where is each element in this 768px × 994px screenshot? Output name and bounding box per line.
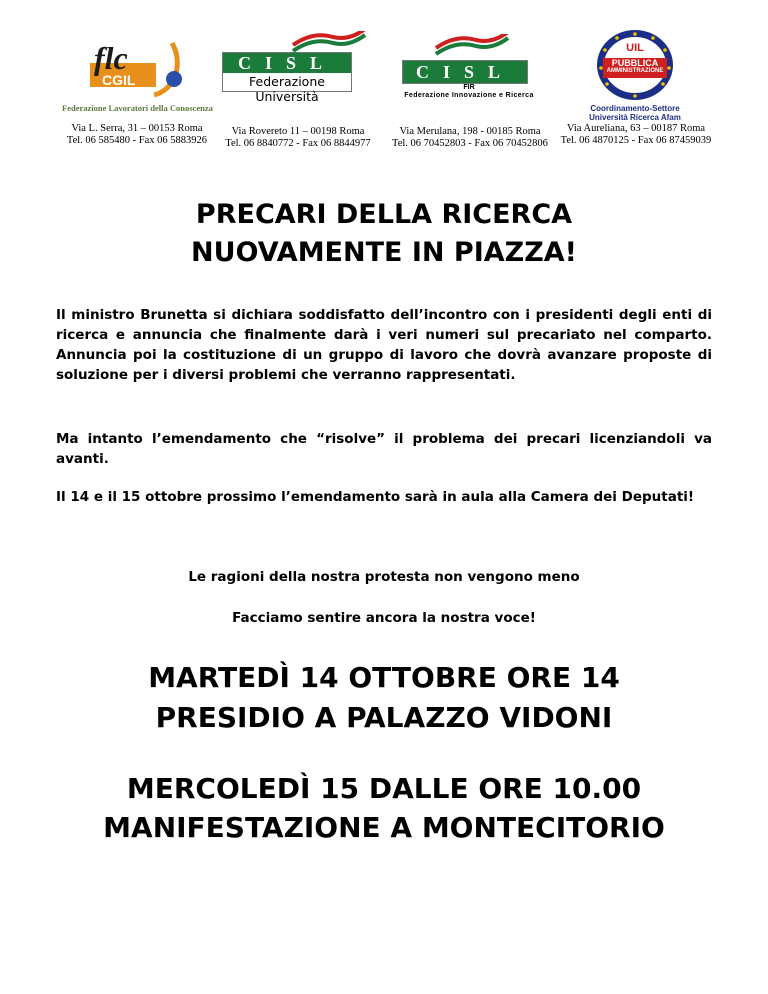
event-2-line-1: MERCOLEDÌ 15 DALLE ORE 10.00: [126, 772, 642, 805]
body-paragraph-3: Il 14 e il 15 ottobre prossimo l’emendamento sarà in aula alla Camera dei Deputati!: [56, 489, 695, 505]
uil-line2: AMMINISTRAZIONE: [606, 68, 664, 74]
page-title-line-1: PRECARI DELLA RICERCA: [195, 199, 573, 230]
page-title-line-2: NUOVAMENTE IN PIAZZA!: [190, 237, 577, 268]
cisl-fir-logo: [396, 34, 542, 104]
cisl-fir-abbr: FIR: [463, 84, 475, 91]
event-1-line-2: PRESIDIO A PALAZZO VIDONI: [155, 701, 613, 734]
svg-text:flc: flc: [94, 40, 128, 76]
contact-flc-address: Via L. Serra, 31 – 00153 Roma: [71, 123, 203, 134]
contact-cisl-fir-phone: Tel. 06 70452803 - Fax 06 70452806: [392, 138, 548, 149]
cisl-universita-logo: [222, 52, 352, 104]
body-paragraph-2: Ma intanto l’emendamento che “risolve” il problema dei precari licenziandoli va avanti.: [56, 431, 712, 467]
contact-flc: [62, 123, 212, 147]
body-paragraph-1: Il ministro Brunetta si dichiara soddisfatto dell’incontro con i presidenti degli enti di ricerca e annuncia che finalmente darà i veri numeri sul precariato nel comparto. Annuncia poi la costituzione di un gruppo di lavoro che dovrà avanzare proposte di soluzione per i diversi problemi che verranno rappresentati.: [56, 307, 712, 383]
uil-top: UIL: [626, 42, 644, 54]
contact-uil: [556, 123, 716, 147]
contact-cisl-universita-address: Via Rovereto 11 – 00198 Roma: [231, 126, 365, 137]
contact-cisl-universita: [218, 126, 378, 150]
uil-line1: PUBBLICA: [611, 58, 659, 68]
voice-callout: Facciamo sentire ancora la nostra voce!: [232, 610, 536, 626]
cisl-universita-name: Federazione Università: [249, 74, 325, 104]
event-2-line-2: MANIFESTAZIONE A MONTECITORIO: [103, 811, 665, 844]
cisl-fir-flag-icon: [432, 34, 512, 58]
flc-cgil-emblem-icon: [62, 35, 212, 101]
flc-cgil-logo: [62, 35, 212, 115]
uil-caption-1: Coordinamento-Settore: [590, 104, 680, 113]
cisl-fir-letters: CISL: [402, 60, 528, 84]
uil-pa-logo: [580, 28, 690, 124]
contact-cisl-fir: [388, 126, 552, 150]
flc-federation-name: Federazione Lavoratori della Conoscenza: [62, 103, 213, 113]
contact-uil-phone: Tel. 06 4870125 - Fax 06 87459039: [560, 135, 712, 146]
cisl-fir-name: Federazione Innovazione e Ricerca: [404, 92, 534, 99]
contact-uil-address: Via Aureliana, 63 – 00187 Roma: [566, 123, 706, 134]
reasons-callout: Le ragioni della nostra protesta non vengono meno: [188, 569, 580, 585]
contact-cisl-universita-phone: Tel. 06 8840772 - Fax 06 8844977: [225, 138, 371, 149]
uil-caption-2: Università Ricerca Afam: [589, 113, 681, 122]
contact-cisl-fir-address: Via Merulana, 198 - 00185 Roma: [399, 126, 541, 137]
cisl-flag-icon: [289, 31, 369, 55]
contact-flc-phone: Tel. 06 585480 - Fax 06 5883926: [66, 135, 208, 146]
cisl-universita-letters: CISL: [223, 53, 351, 73]
svg-text:CGIL: CGIL: [102, 72, 136, 88]
event-1-line-1: MARTEDÌ 14 OTTOBRE ORE 14: [148, 661, 620, 694]
